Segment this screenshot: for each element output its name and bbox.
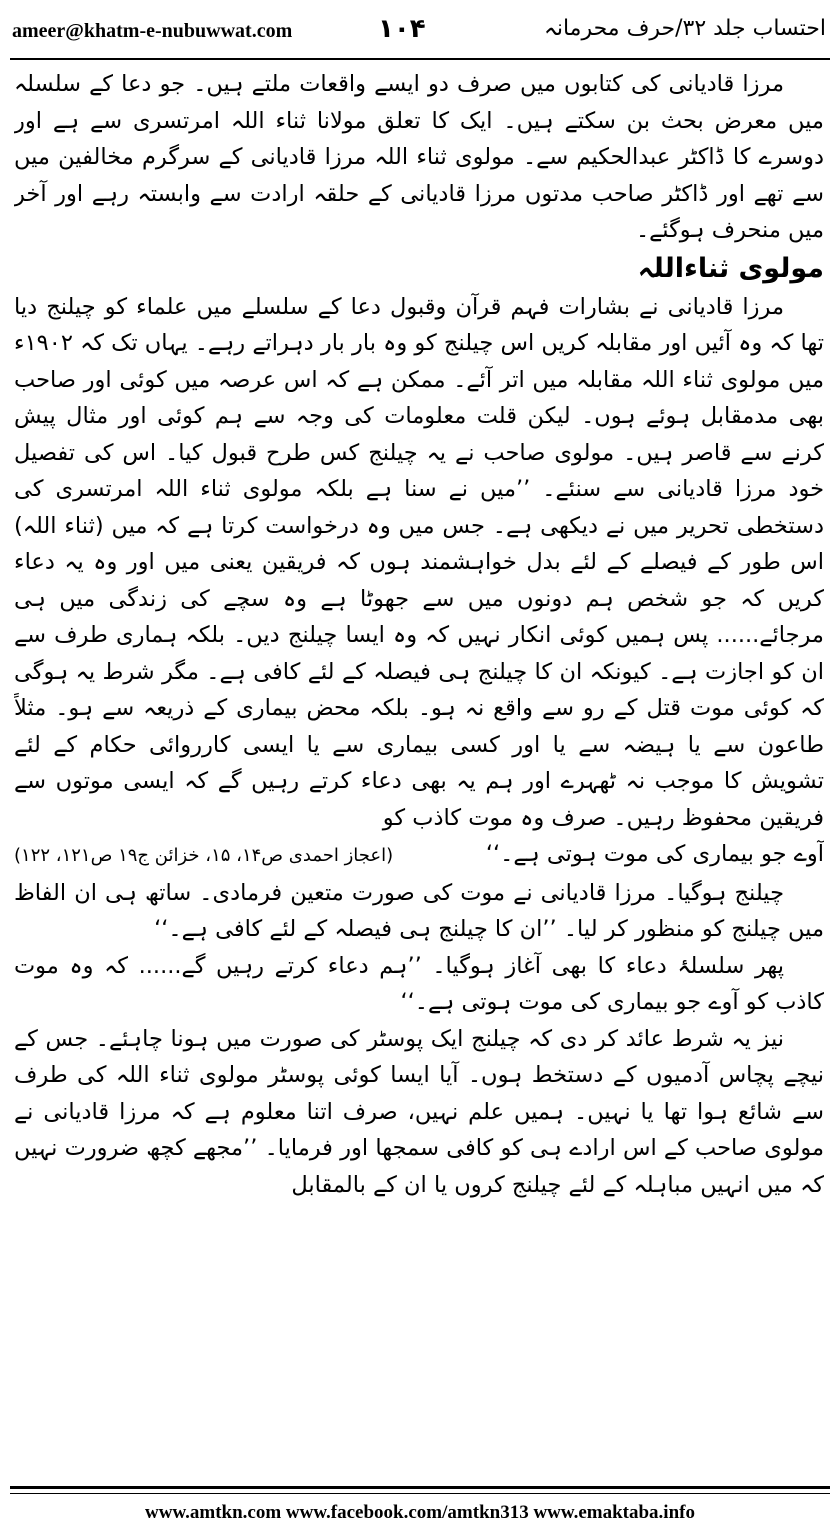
footer-links: www.amtkn.com www.facebook.com/amtkn313 www.emaktaba.info (145, 1502, 695, 1523)
header-rule (10, 58, 830, 60)
footer-rule-thick (10, 1486, 830, 1489)
page-header (0, 0, 840, 62)
section-heading: مولوی ثناءاللہ (637, 252, 824, 284)
footer-rule-thin (10, 1493, 830, 1494)
paragraph-challenge: مرزا قادیانی نے بشارات فہم قرآن وقبول دعا کے سلسلے میں علماء کو چیلنج دیا تھا کہ وہ آئیں اور مقابلہ کریں اس چیلنج کو وہ بار بار دہراتے رہے۔ یہاں تک کہ ۱۹۰۲ء میں مولوی ثناء اللہ مقابلہ میں اتر آئے۔ ممکن ہے کہ اس عرصہ میں کوئی اور صاحب بھی مدمقابل ہوئے ہوں۔ لیکن قلت معلومات کی وجہ سے ہم کوئی اور مثال پیش کرنے سے قاصر ہیں۔ مولوی صاحب نے یہ چیلنج کس طرح قبول کیا۔ اس کی تفصیل خود مرزا قادیانی سے سنئے۔ ’’میں نے سنا ہے بلکہ مولوی ثناء اللہ امرتسری کی دستخطی تحریر میں نے دیکھی ہے۔ جس میں وہ درخواست کرتا ہے کہ میں (ثناء اللہ) اس طور کے فیصلے کے لئے بدل خواہشمند ہوں کہ فریقین یعنی میں اور وہ یہ دعاء کریں کہ جو شخص ہم دونوں میں سے جھوٹا ہے وہ سچے کی زندگی میں ہی مرجائے...... پس ہمیں کوئی انکار نہیں کہ وہ ایسا چیلنج دیں۔ بلکہ ہماری طرف سے ان کو اجازت ہے۔ کیونکہ ان کا چیلنج ہی فیصلہ کے لئے کافی ہے۔ مگر شرط یہ ہوگی کہ کوئی موت قتل کے رو سے واقع نہ ہو۔ بلکہ محض بیماری کے ذریعہ سے ہو۔ مثلاً طاعون سے یا ہیضہ سے یا اور کسی بیماری سے یا ایسی کارروائی حکام کے لئے تشویش کا موجب نہ ٹھہرے اور ہم یہ بھی دعاء کرتے رہیں گے کہ ایسی موتوں سے فریقین محفوظ رہیں۔ صرف وہ موت کاذب کو (14, 293, 824, 831)
paragraph-accepted: چیلنج ہوگیا۔ مرزا قادیانی نے موت کی صورت متعین فرمادی۔ ساتھ ہی ان الفاظ میں چیلنج کو منظور کر لیا۔ ’’ان کا چیلنج ہی فیصلہ کے لئے کافی ہے۔‘‘ (14, 879, 824, 942)
header-email: ameer@khatm-e-nubuwwat.com (12, 20, 293, 42)
page-body (14, 66, 824, 1476)
running-title: احتساب جلد ۳۲/حرف محرمانہ (543, 16, 826, 41)
paragraph-intro: مرزا قادیانی کی کتابوں میں صرف دو ایسے واقعات ملتے ہیں۔ جو دعا کے سلسلہ میں معرض بحث بن سکتے ہیں۔ ایک کا تعلق مولانا ثناء اللہ امرتسری سے ہے اور دوسرے کا ڈاکٹر عبدالحکیم سے۔ مولوی ثناء اللہ مرزا قادیانی کے سرگرم مخالفین میں سے تھے اور ڈاکٹر صاحب مدتوں مرزا قادیانی کے حلقہ ارادت سے وابستہ رہے اور آخر میں منحرف ہوگئے۔ (14, 71, 824, 243)
paragraph-challenge-end: آوے جو بیماری کی موت ہوتی ہے۔‘‘ (485, 841, 824, 867)
paragraph-prayer: پھر سلسلۂ دعاء کا بھی آغاز ہوگیا۔ ’’ہم دعاء کرتے رہیں گے...... کہ وہ موت کاذب کو آوے جو بیماری کی موت ہوتی ہے۔‘‘ (14, 952, 824, 1015)
citation: (اعجاز احمدی ص۱۴، ۱۵، خزائن ج۱۹ ص۱۲۱، ۱۲۲) (14, 845, 394, 866)
paragraph-poster: نیز یہ شرط عائد کر دی کہ چیلنج ایک پوسٹر کی صورت میں ہونا چاہئے۔ جس کے نیچے پچاس آدمیوں کے دستخط ہوں۔ آیا ایسا کوئی پوسٹر مولوی ثناء اللہ کی طرف سے شائع ہوا تھا یا نہیں۔ ہمیں علم نہیں، صرف اتنا معلوم ہے کہ مرزا قادیانی نے مولوی صاحب کے اس ارادے ہی کو کافی سمجھا اور فرمایا۔ ’’مجھے کچھ ضرورت نہیں کہ میں انہیں مباہلہ کے لئے چیلنج کروں یا ان کے بالمقابل (14, 1025, 824, 1198)
page-number: ۱۰۴ (378, 14, 426, 44)
quote-end-row (14, 836, 824, 875)
